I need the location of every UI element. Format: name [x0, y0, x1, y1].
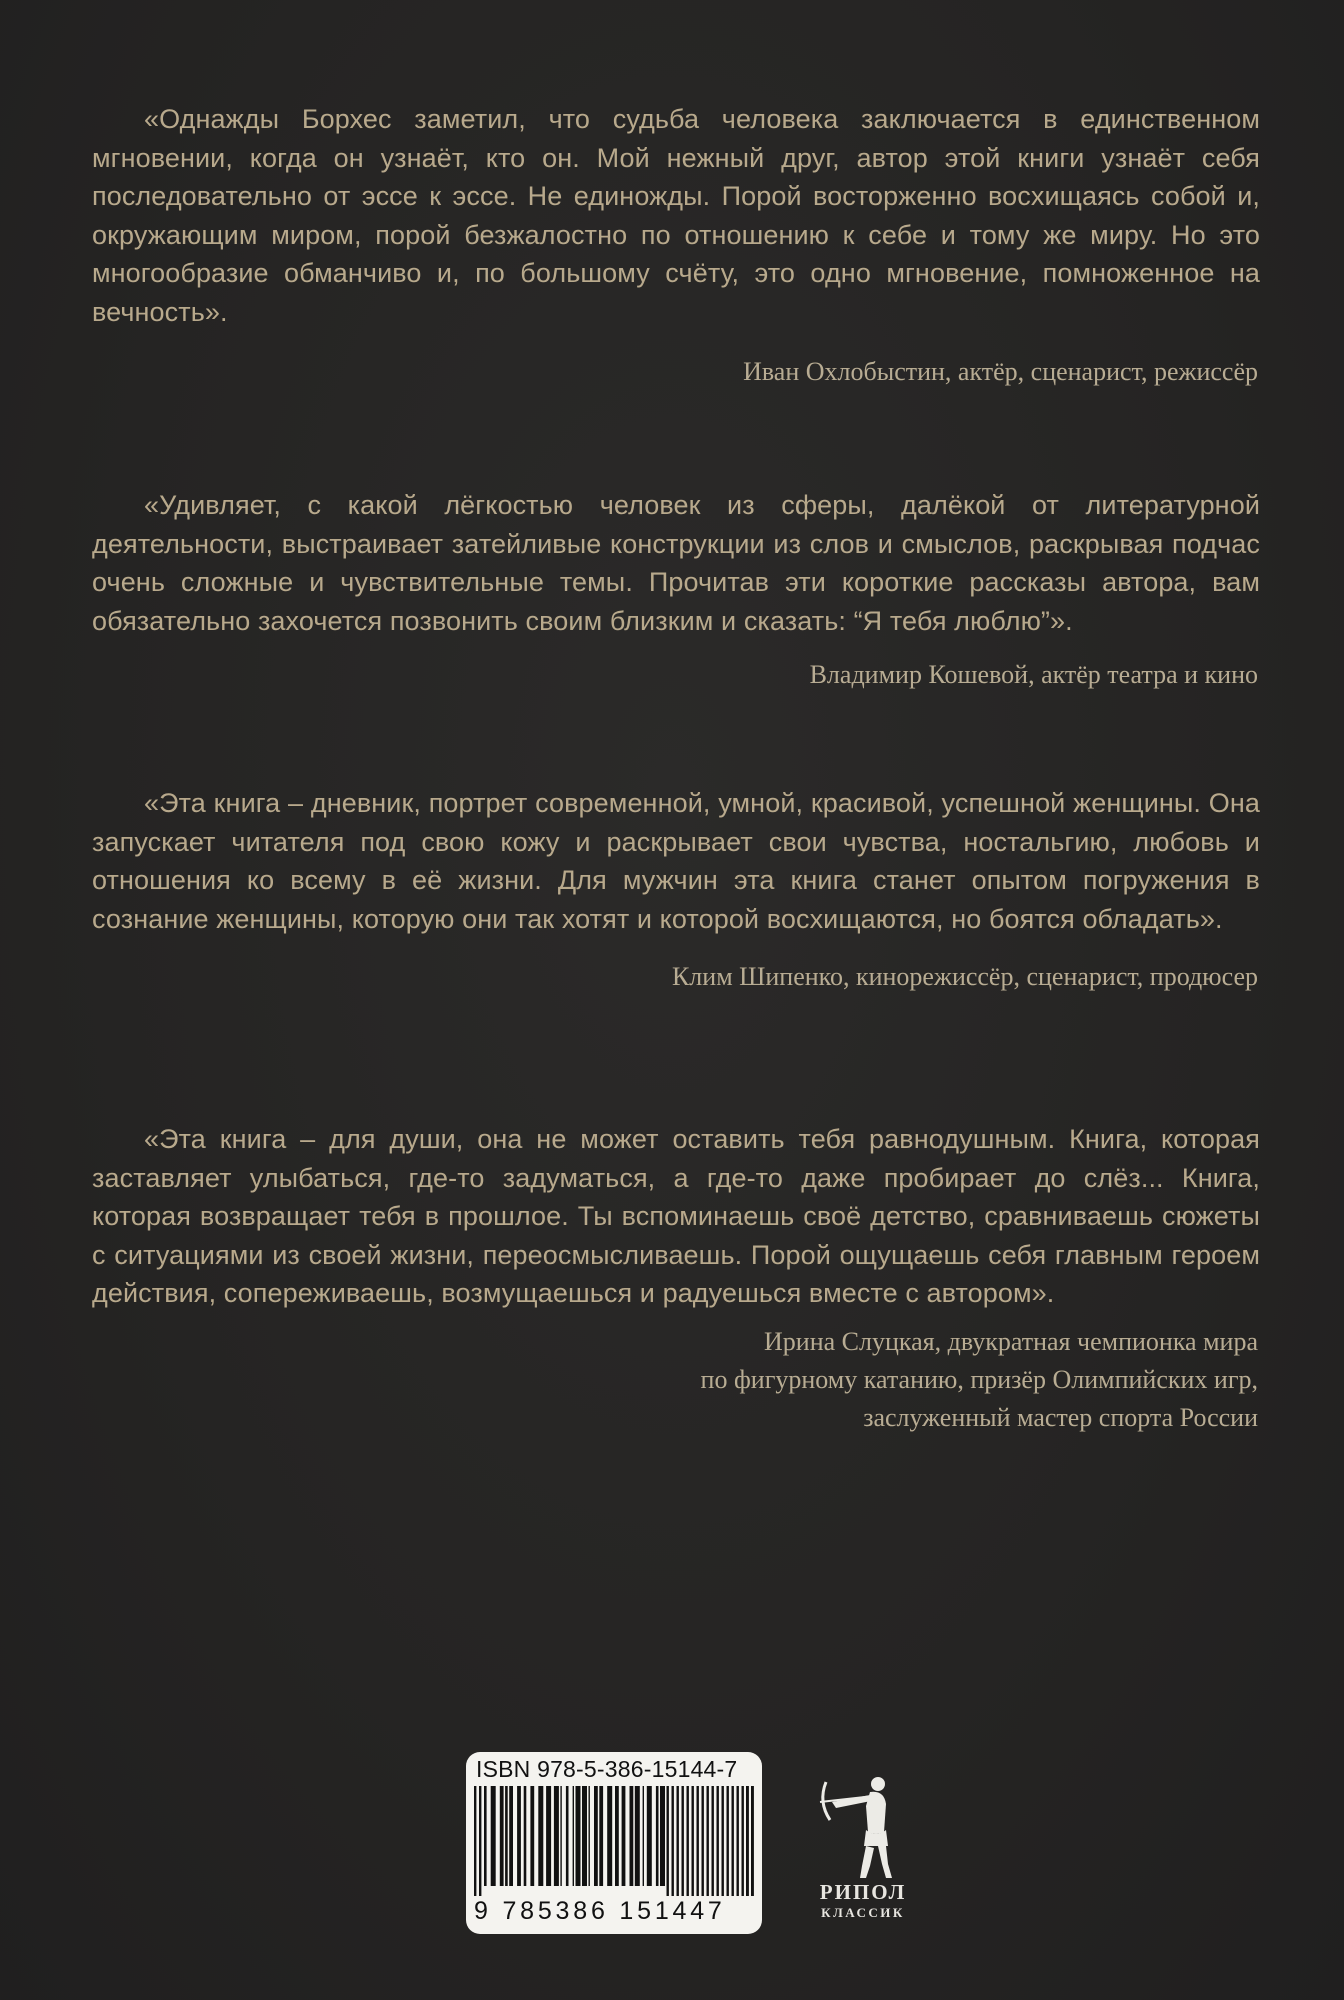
quote-text: «Эта книга – дневник, портрет современной, умной, красивой, успешной женщины. Она запускает читателя под свою кожу и раскрывает свои чувства, ностальгию, любовь и отношения ко всему в её жизни. Для мужчин эта книга станет опытом погружения в сознание женщины, которую они так хотят и которой восхищаются, но боятся обладать».: [92, 788, 1260, 934]
quote-block-3: [92, 784, 1260, 996]
quote-attribution: [92, 1323, 1260, 1437]
quote-attribution: [92, 958, 1260, 996]
attribution-line: Ирина Слуцкая, двукратная чемпионка мира: [764, 1326, 1258, 1356]
attribution-line: Клим Шипенко, кинорежиссёр, сценарист, продюсер: [671, 962, 1258, 991]
attribution-line: заслуженный мастер спорта России: [863, 1402, 1258, 1432]
quote-text: «Однажды Борхес заметил, что судьба человека заключается в единственном мгновении, когда он узнаёт, кто он. Мой нежный друг, автор этой книги узнаёт себя последовательно от эссе к эссе. Не единожды. Порой восторженно восхищаясь собой и, окружающим миром, порой безжалостно по отношению к себе и тому же миру. Но это многообразие обманчиво и, по большому счёту, это одно мгновение, помноженное на вечность».: [92, 104, 1260, 327]
quote-text: «Эта книга – для души, она не может оставить тебя равнодушным. Книга, которая заставляет улыбаться, где-то задуматься, а где-то даже пробирает до слёз... Книга, которая возвращает тебя в прошлое. Ты вспоминаешь своё детство, сравниваешь сюжеты с ситуациями из своей жизни, переосмысливаешь. Порой ощущаешь себя главным героем действия, сопереживаешь, возмущаешься и радуешься вместе с автором».: [92, 1124, 1260, 1308]
barcode-icon: [468, 1786, 760, 1896]
publisher-subtitle: КЛАССИК: [821, 1905, 905, 1920]
publisher-name: РИПОЛ: [819, 1880, 907, 1904]
quote-attribution: [92, 353, 1260, 391]
attribution-line: по фигурному катанию, призёр Олимпийских игр,: [700, 1364, 1258, 1394]
isbn-label: ISBN 978-5-386-15144-7: [476, 1756, 738, 1782]
quote-text: «Удивляет, с какой лёгкостью человек из сферы, далёкой от литературной деятельности, выстраивает затейливые конструкции из слов и смыслов, раскрывая подчас очень сложные и чувствительные темы. Прочитав эти короткие рассказы автора, вам обязательно захочется позвонить своим близким и сказать: “Я тебя люблю”».: [92, 490, 1260, 636]
attribution-line: Владимир Кошевой, актёр театра и кино: [809, 660, 1258, 689]
barcode-digits: 9 785386 151447: [474, 1897, 726, 1925]
quote-block-1: [92, 100, 1260, 391]
quote-block-2: [92, 486, 1260, 694]
quote-attribution: [92, 656, 1260, 694]
quote-block-4: [92, 1120, 1260, 1437]
attribution-line: Иван Охлобыстин, актёр, сценарист, режиссёр: [743, 357, 1258, 386]
